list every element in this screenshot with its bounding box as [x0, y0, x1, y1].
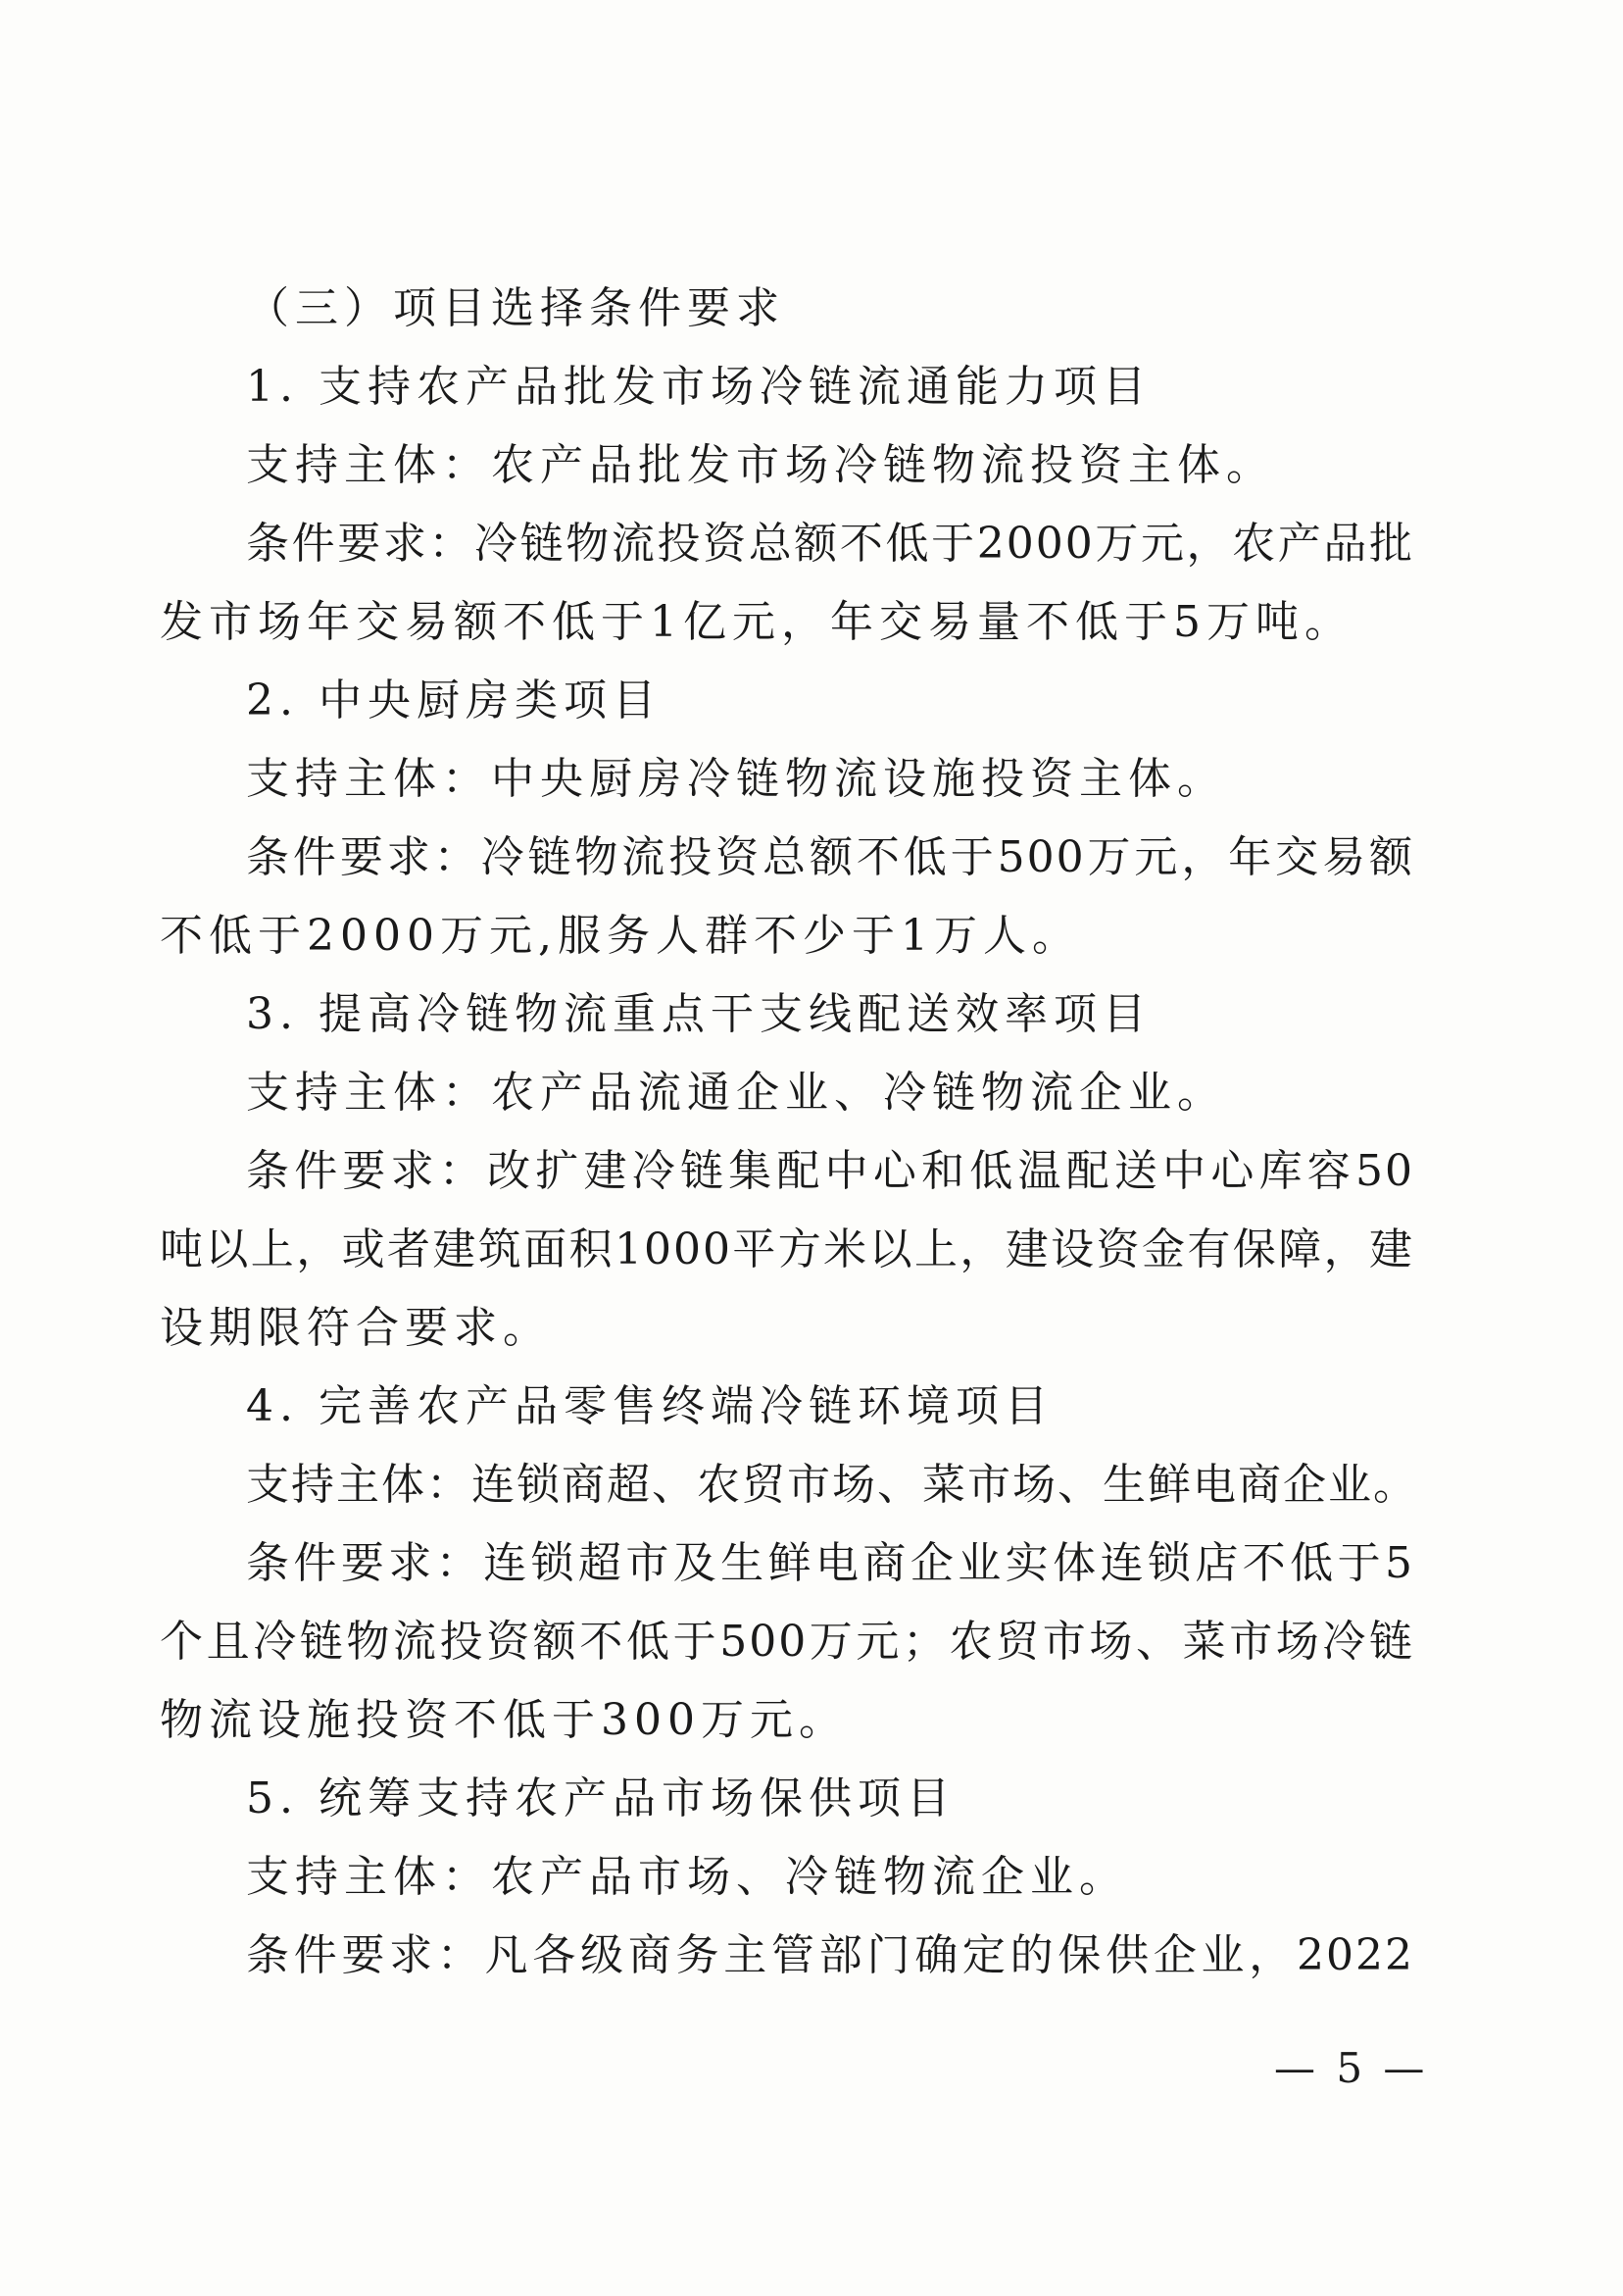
item-heading-4: 4. 完善农产品零售终端冷链环境项目	[246, 1381, 1054, 1431]
paragraph-line: 个且冷链物流投资额不低于500万元；农贸市场、菜市场冷链	[160, 1617, 1414, 1667]
paragraph-line: 支持主体：中央厨房冷链物流设施投资主体。	[246, 754, 1226, 804]
section-heading: （三）项目选择条件要求	[246, 283, 785, 333]
item-heading-2: 2. 中央厨房类项目	[246, 675, 662, 725]
item-heading-1: 1. 支持农产品批发市场冷链流通能力项目	[246, 362, 1152, 412]
paragraph-line: 条件要求：改扩建冷链集配中心和低温配送中心库容50	[246, 1146, 1414, 1196]
paragraph-line: 支持主体：农产品批发市场冷链物流投资主体。	[246, 440, 1275, 490]
paragraph-line: 发市场年交易额不低于1亿元，年交易量不低于5万吨。	[160, 597, 1353, 647]
paragraph-line: 条件要求：冷链物流投资总额不低于2000万元，农产品批	[246, 519, 1414, 569]
paragraph-line: 支持主体：连锁商超、农贸市场、菜市场、生鲜电商企业。	[246, 1460, 1418, 1510]
paragraph-line: 条件要求：冷链物流投资总额不低于500万元，年交易额	[246, 832, 1414, 882]
paragraph-line: 条件要求：凡各级商务主管部门确定的保供企业，2022	[246, 1930, 1414, 1980]
paragraph-line: 支持主体：农产品市场、冷链物流企业。	[246, 1852, 1128, 1902]
paragraph-line: 支持主体：农产品流通企业、冷链物流企业。	[246, 1068, 1226, 1118]
item-heading-3: 3. 提高冷链物流重点干支线配送效率项目	[246, 989, 1152, 1039]
page-number: — 5 —	[1274, 2044, 1429, 2092]
paragraph-line: 不低于2000万元,服务人群不少于1万人。	[160, 911, 1081, 961]
paragraph-line: 设期限符合要求。	[160, 1303, 552, 1353]
item-heading-5: 5. 统筹支持农产品市场保供项目	[246, 1773, 956, 1823]
paragraph-line: 物流设施投资不低于300万元。	[160, 1695, 848, 1745]
paragraph-line: 吨以上，或者建筑面积1000平方米以上，建设资金有保障，建	[160, 1224, 1414, 1274]
paragraph-line: 条件要求：连锁超市及生鲜电商企业实体连锁店不低于5	[246, 1538, 1414, 1588]
